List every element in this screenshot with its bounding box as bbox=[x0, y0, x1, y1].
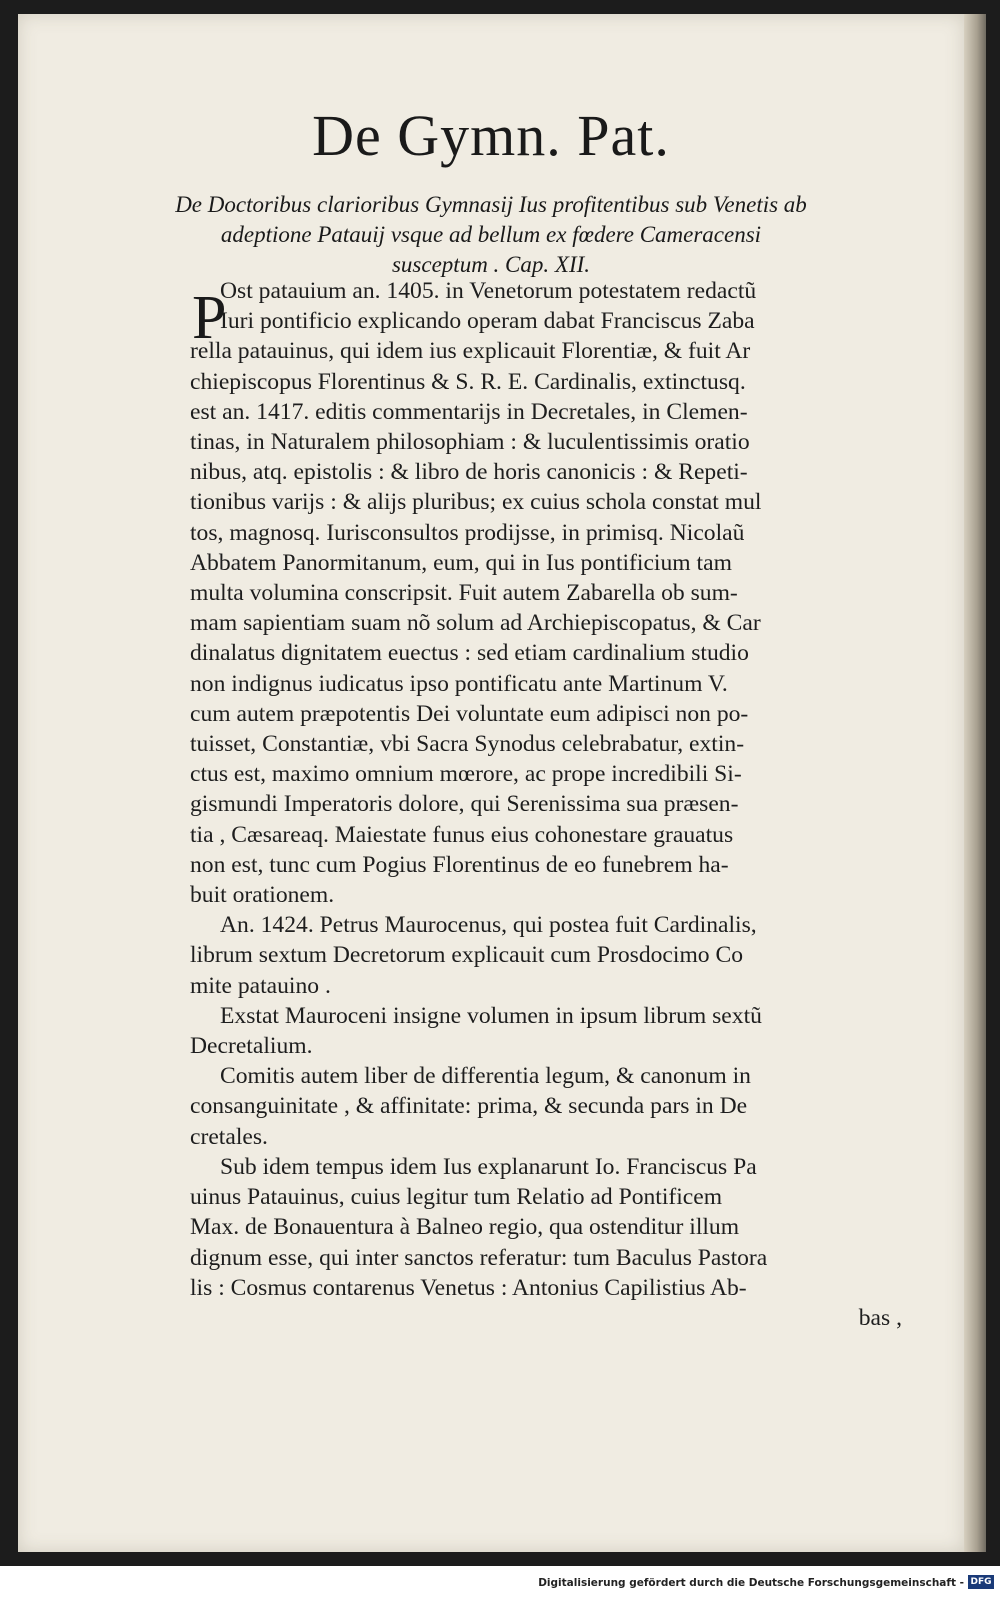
text-line: tos, magnosq. Iurisconsultos prodijsse, in primisq. Nicolaũ bbox=[190, 519, 745, 546]
paragraph-1-opening bbox=[190, 276, 920, 336]
chapter-heading bbox=[78, 190, 904, 280]
chapter-heading-line: adeptione Patauij vsque ad bellum ex fœdere Cameracensi bbox=[220, 222, 762, 247]
text-line: Ost patauium an. 1405. in Venetorum potestatem redactũ bbox=[220, 278, 757, 304]
text-line: non indignus iudicatus ipso pontificatu ante Martinum V. bbox=[190, 670, 728, 697]
paragraph-1 bbox=[190, 336, 920, 910]
text-line: multa volumina conscripsit. Fuit autem Zabarella ob sum- bbox=[190, 580, 738, 607]
chapter-heading-line: susceptum . Cap. XII. bbox=[391, 252, 591, 277]
text-line: dignum esse, qui inter sanctos referatur: tum Baculus Pastora bbox=[190, 1244, 768, 1271]
text-line: dinalatus dignitatem euectus : sed etiam cardinalium studio bbox=[190, 640, 749, 667]
text-line: uinus Patauinus, cuius legitur tum Relatio ad Pontificem bbox=[190, 1184, 723, 1211]
dfg-logo-icon: DFG bbox=[968, 1575, 994, 1589]
text-line: Iuri pontificio explicando operam dabat Franciscus Zaba bbox=[220, 308, 755, 335]
text-line: non est, tunc cum Pogius Florentinus de eo funebrem ha- bbox=[190, 851, 729, 878]
text-line: rella patauinus, qui idem ius explicauit Florentiæ, & fuit Ar bbox=[190, 338, 751, 365]
digitization-credit: Digitalisierung gefördert durch die Deutsche Forschungsgemeinschaft - bbox=[538, 1577, 964, 1589]
text-line: nibus, atq. epistolis : & libro de horis canonicis : & Repeti- bbox=[190, 459, 748, 486]
catchword: bas , bbox=[858, 1304, 902, 1331]
paragraph-4 bbox=[190, 1061, 920, 1152]
paragraph-3 bbox=[190, 1001, 920, 1061]
paragraph-5 bbox=[190, 1152, 920, 1303]
text-line: Decretalium. bbox=[190, 1033, 313, 1060]
text-line: tia , Cæsareaq. Maiestate funus eius cohonestare grauatus bbox=[190, 821, 734, 848]
text-line: librum sextum Decretorum explicauit cum Prosdocimo Co bbox=[190, 942, 744, 969]
chapter-heading-line: De Doctoribus clarioribus Gymnasij Ius profitentibus sub Venetis ab bbox=[175, 192, 807, 217]
text-line: tinas, in Naturalem philosophiam : & luculentissimis oratio bbox=[190, 429, 750, 456]
text-line: Max. de Bonauentura à Balneo regio, qua ostenditur illum bbox=[190, 1214, 740, 1241]
text-line: Comitis autem liber de differentia legum, & canonum in bbox=[220, 1063, 751, 1090]
text-line: tionibus varijs : & alijs pluribus; ex cuius schola constat mul bbox=[190, 489, 762, 516]
text-line: mam sapientiam suam nõ solum ad Archiepiscopatus, & Car bbox=[190, 610, 761, 637]
page-edge bbox=[964, 14, 986, 1552]
text-line: Exstat Mauroceni insigne volumen in ipsum librum sextũ bbox=[220, 1002, 762, 1029]
text-line: ctus est, maximo omnium mœrore, ac prope incredibili Si- bbox=[190, 761, 742, 788]
text-line: consanguinitate , & affinitate: prima, & secunda pars in De bbox=[190, 1093, 748, 1120]
text-line: est an. 1417. editis commentarijs in Decretales, in Clemen- bbox=[190, 398, 748, 425]
text-line: tuisset, Constantiæ, vbi Sacra Synodus celebrabatur, extin- bbox=[190, 731, 745, 758]
text-line: Sub idem tempus idem Ius explanarunt Io. Franciscus Pa bbox=[220, 1153, 757, 1180]
text-line: cum autem præpotentis Dei voluntate eum adipisci non po- bbox=[190, 700, 749, 727]
running-head: De Gymn. Pat. bbox=[312, 103, 670, 168]
text-line: An. 1424. Petrus Maurocenus, qui postea fuit Cardinalis, bbox=[220, 912, 757, 939]
text-line: buit orationem. bbox=[190, 882, 335, 909]
text-line: mite patauino . bbox=[190, 972, 331, 999]
text-line: Abbatem Panormitanum, eum, qui in Ius pontificium tam bbox=[190, 549, 732, 576]
text-line: lis : Cosmus contarenus Venetus : Antonius Capilistius Ab- bbox=[190, 1274, 747, 1301]
body-text bbox=[190, 276, 920, 1333]
text-line: gismundi Imperatoris dolore, qui Serenissima sua præsen- bbox=[190, 791, 739, 818]
text-line: chiepiscopus Florentinus & S. R. E. Cardinalis, extinctusq. bbox=[190, 368, 746, 395]
paragraph-2 bbox=[190, 910, 920, 1001]
drop-capital: P bbox=[192, 284, 227, 352]
text-line: cretales. bbox=[190, 1123, 268, 1150]
